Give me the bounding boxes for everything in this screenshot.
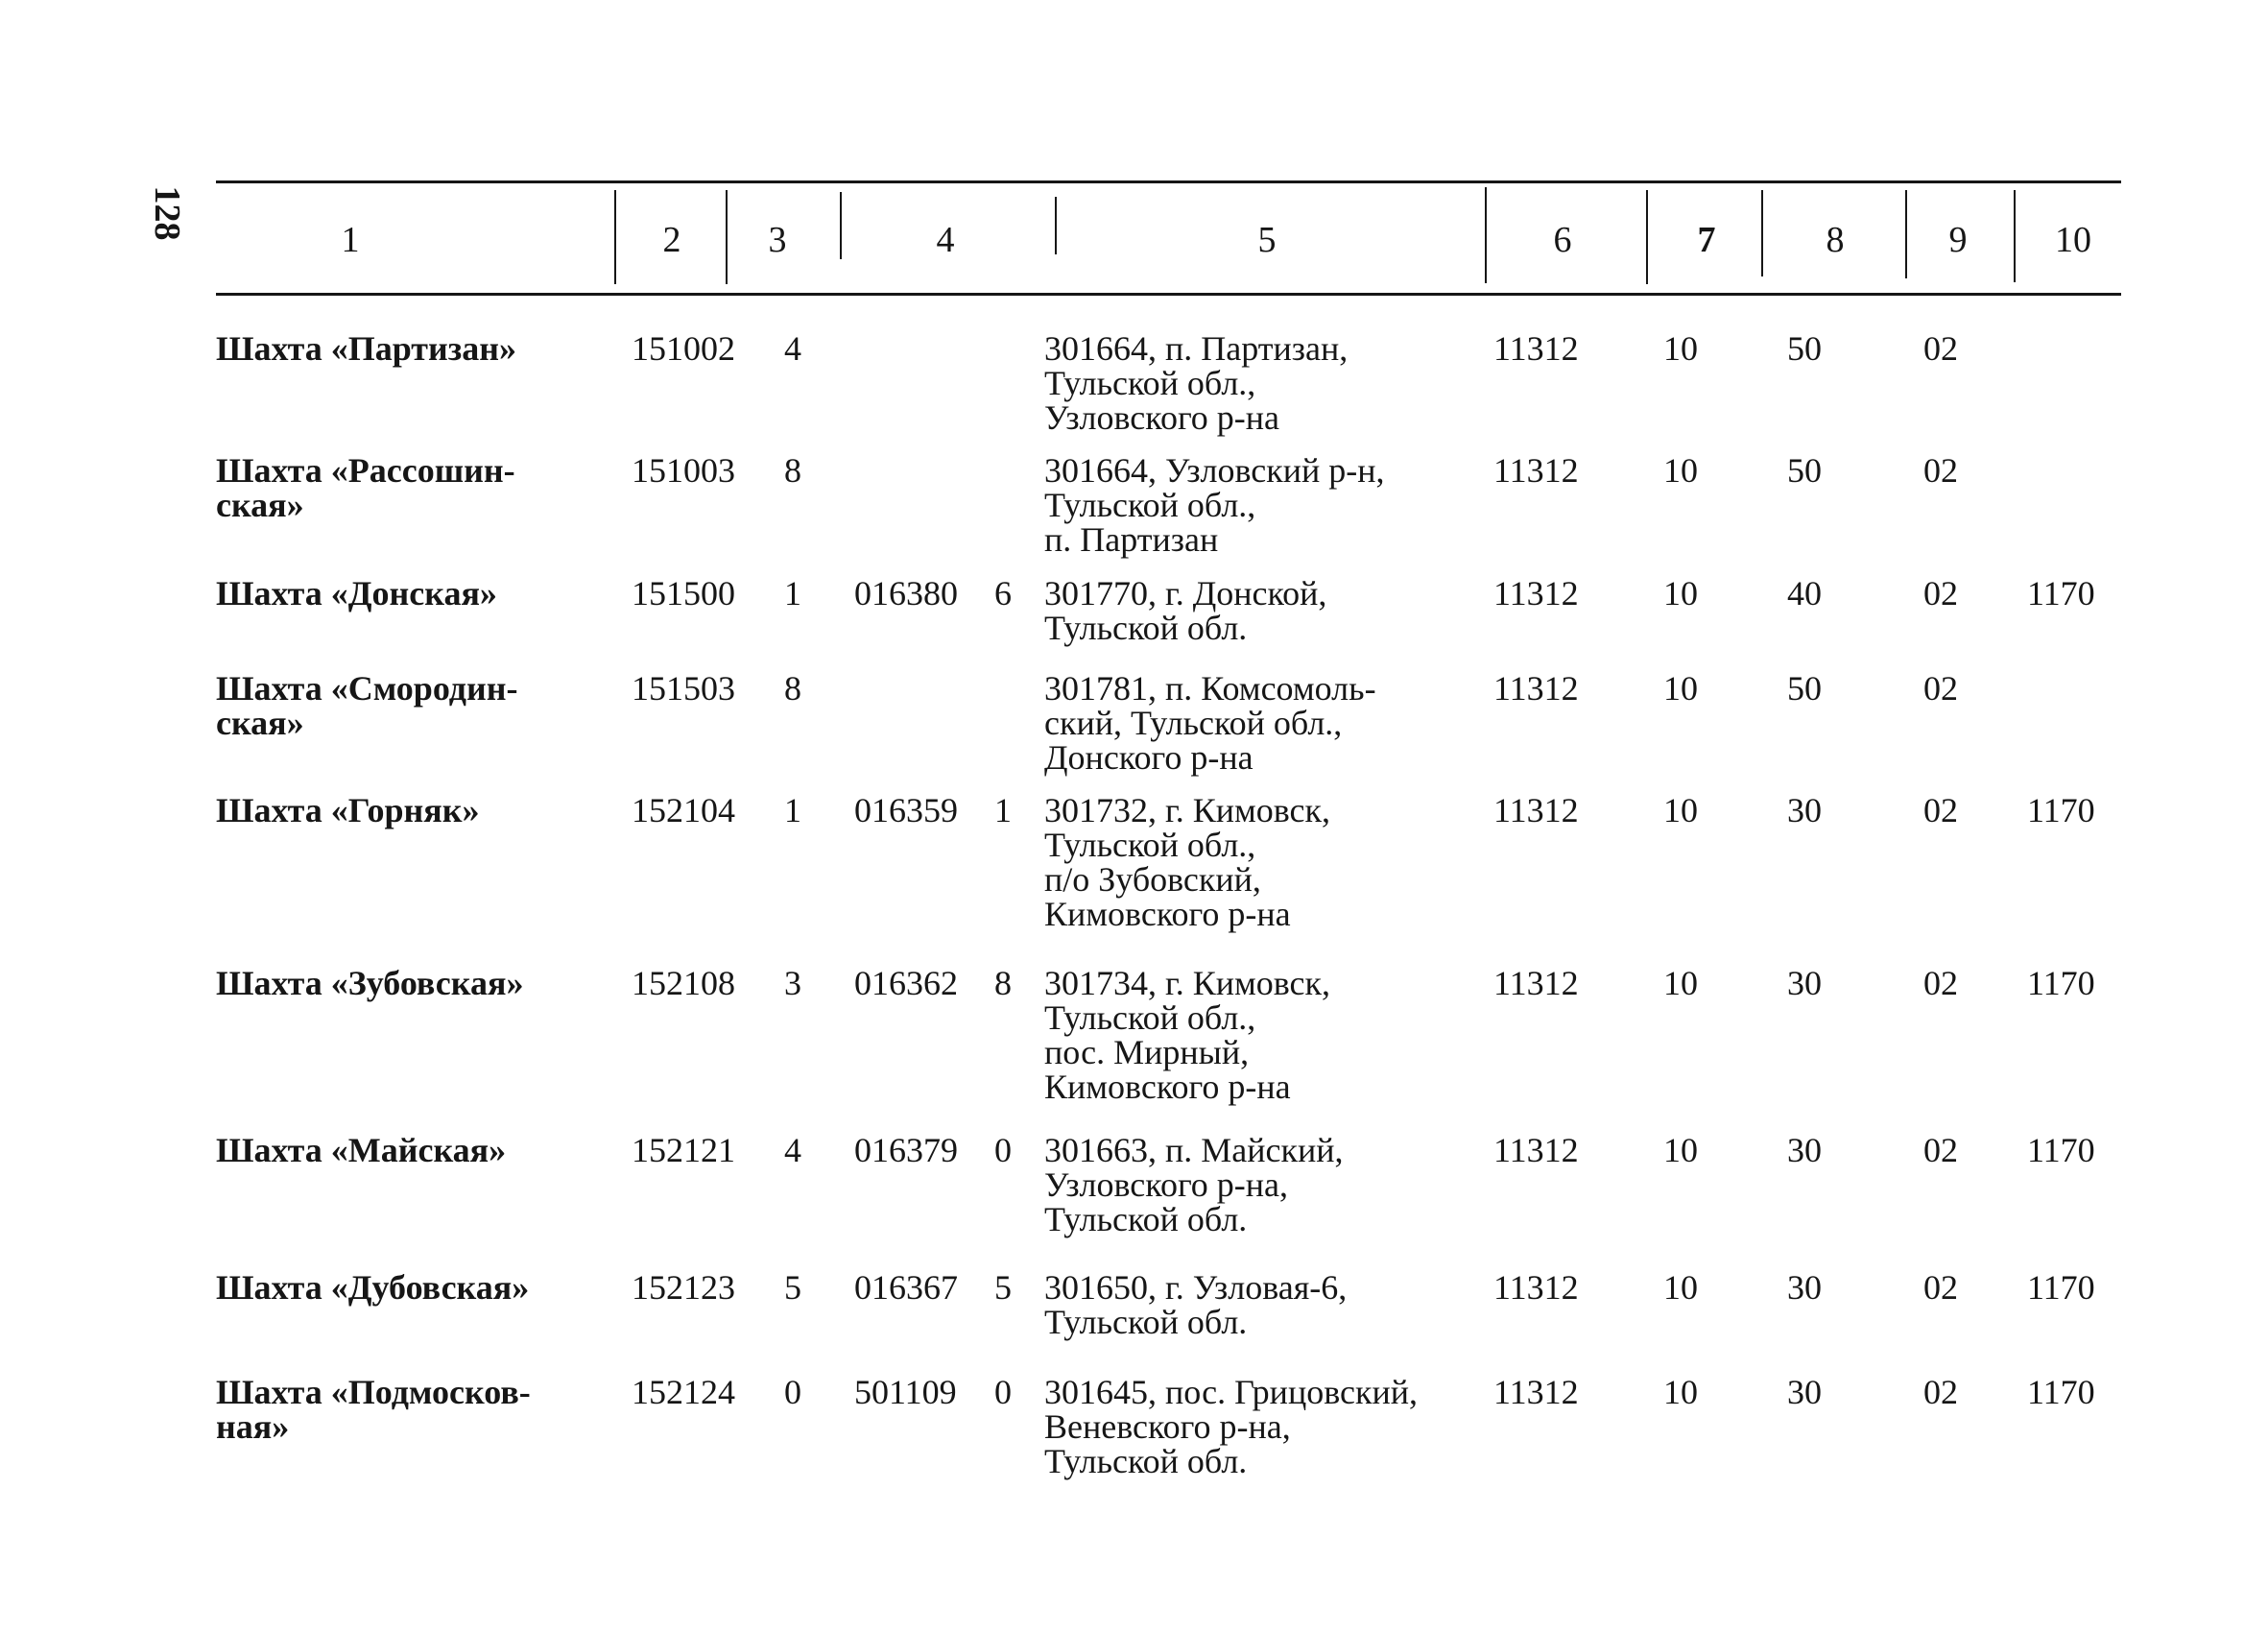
column-7-value: 10 — [1663, 1268, 1698, 1307]
secondary-code: 016359 — [854, 791, 958, 829]
column-8-value: 50 — [1787, 669, 1822, 708]
column-9-value: 02 — [1923, 1131, 1958, 1169]
mine-address — [1044, 1133, 1344, 1237]
mine-address — [1044, 331, 1348, 435]
mine-address — [1044, 453, 1385, 557]
column-header-3: 3 — [768, 220, 787, 260]
mine-address-line: 301781, п. Комсомоль- — [1044, 669, 1376, 708]
secondary-code-check: 5 — [994, 1268, 1012, 1307]
mine-address-line: Узловского р-на — [1044, 398, 1280, 437]
column-6-value: 11312 — [1493, 574, 1579, 612]
mine-address-line: 301650, г. Узловая-6, — [1044, 1268, 1348, 1307]
header-separator — [1761, 190, 1763, 276]
mine-code: 151503 — [632, 669, 735, 708]
secondary-code-check: 0 — [994, 1131, 1012, 1169]
column-header-5: 5 — [1257, 220, 1277, 260]
mine-address-line: Узловского р-на, — [1044, 1165, 1289, 1204]
mine-address — [1044, 576, 1326, 645]
mine-name — [216, 331, 516, 366]
column-header-2: 2 — [662, 220, 681, 260]
mine-name-line: Шахта «Зубовская» — [216, 964, 524, 1002]
mine-address-line: Тульской обл., — [1044, 364, 1256, 402]
secondary-code: 016379 — [854, 1131, 958, 1169]
mine-code: 152123 — [632, 1268, 735, 1307]
column-9-value: 02 — [1923, 1268, 1958, 1307]
mine-address — [1044, 671, 1376, 775]
mine-code-check: 1 — [784, 791, 801, 829]
mine-code: 151003 — [632, 451, 735, 490]
mine-code: 152124 — [632, 1373, 735, 1411]
column-10-value: 1170 — [2027, 1268, 2095, 1307]
column-9-value: 02 — [1923, 964, 1958, 1002]
mine-address-line: Тульской обл., — [1044, 998, 1256, 1037]
header-separator — [614, 190, 616, 284]
column-9-value: 02 — [1923, 574, 1958, 612]
mine-address-line: п/о Зубовский, — [1044, 860, 1261, 899]
secondary-code-check: 1 — [994, 791, 1012, 829]
mine-code-check: 1 — [784, 574, 801, 612]
mine-address — [1044, 793, 1330, 931]
mine-code-check: 3 — [784, 964, 801, 1002]
mine-address-line: Тульской обл. — [1044, 1303, 1248, 1341]
mine-code: 152104 — [632, 791, 735, 829]
column-8-value: 30 — [1787, 1268, 1822, 1307]
table-top-rule — [216, 180, 2121, 183]
column-9-value: 02 — [1923, 791, 1958, 829]
mine-name — [216, 1133, 506, 1167]
column-7-value: 10 — [1663, 451, 1698, 490]
mine-address-line: пос. Мирный, — [1044, 1033, 1250, 1071]
header-separator — [1055, 197, 1057, 254]
column-6-value: 11312 — [1493, 1268, 1579, 1307]
column-header-6: 6 — [1553, 220, 1572, 260]
column-6-value: 11312 — [1493, 1373, 1579, 1411]
page-number: 128 — [147, 185, 187, 241]
mine-code-check: 8 — [784, 451, 801, 490]
table-header-rule — [216, 293, 2121, 296]
mine-address — [1044, 966, 1330, 1104]
column-header-4: 4 — [936, 220, 955, 260]
mine-code-check: 4 — [784, 1131, 801, 1169]
column-7-value: 10 — [1663, 669, 1698, 708]
column-10-value: 1170 — [2027, 1131, 2095, 1169]
column-7-value: 10 — [1663, 329, 1698, 368]
mine-address-line: Донского р-на — [1044, 738, 1253, 777]
column-10-value: 1170 — [2027, 791, 2095, 829]
column-7-value: 10 — [1663, 574, 1698, 612]
column-header-7: 7 — [1697, 220, 1716, 260]
column-10-value: 1170 — [2027, 574, 2095, 612]
mine-address-line: Тульской обл. — [1044, 1442, 1248, 1480]
column-8-value: 40 — [1787, 574, 1822, 612]
mine-address — [1044, 1270, 1347, 1339]
mine-address-line: Кимовского р-на — [1044, 895, 1291, 933]
mine-name — [216, 453, 515, 522]
column-9-value: 02 — [1923, 1373, 1958, 1411]
mine-name — [216, 793, 479, 828]
header-separator — [840, 192, 842, 259]
mine-address-line: Тульской обл., — [1044, 826, 1256, 864]
column-7-value: 10 — [1663, 964, 1698, 1002]
column-6-value: 11312 — [1493, 669, 1579, 708]
column-6-value: 11312 — [1493, 791, 1579, 829]
secondary-code: 016362 — [854, 964, 958, 1002]
mine-code: 152121 — [632, 1131, 735, 1169]
column-6-value: 11312 — [1493, 451, 1579, 490]
column-8-value: 50 — [1787, 451, 1822, 490]
secondary-code-check: 0 — [994, 1373, 1012, 1411]
mine-code-check: 5 — [784, 1268, 801, 1307]
mine-address-line: 301734, г. Кимовск, — [1044, 964, 1331, 1002]
mine-code-check: 8 — [784, 669, 801, 708]
mine-address-line: 301664, п. Партизан, — [1044, 329, 1349, 368]
column-9-value: 02 — [1923, 669, 1958, 708]
mine-name — [216, 966, 523, 1000]
header-separator — [726, 190, 728, 284]
column-6-value: 11312 — [1493, 1131, 1579, 1169]
mine-address-line: 301664, Узловский р-н, — [1044, 451, 1385, 490]
mine-name-line: ская» — [216, 704, 304, 742]
mine-address-line: 301770, г. Донской, — [1044, 574, 1327, 612]
column-8-value: 30 — [1787, 1373, 1822, 1411]
column-header-1: 1 — [341, 220, 360, 260]
mine-address-line: 301732, г. Кимовск, — [1044, 791, 1331, 829]
header-separator — [1905, 190, 1907, 278]
mine-address — [1044, 1375, 1418, 1478]
column-10-value: 1170 — [2027, 1373, 2095, 1411]
secondary-code: 016380 — [854, 574, 958, 612]
mine-name — [216, 1375, 531, 1444]
mine-name-line: ная» — [216, 1407, 290, 1446]
mine-address-line: Тульской обл. — [1044, 609, 1248, 647]
mine-address-line: Тульской обл. — [1044, 1200, 1248, 1238]
secondary-code-check: 8 — [994, 964, 1012, 1002]
column-8-value: 30 — [1787, 964, 1822, 1002]
mine-name-line: Шахта «Дубовская» — [216, 1268, 530, 1307]
column-8-value: 30 — [1787, 791, 1822, 829]
column-10-value: 1170 — [2027, 964, 2095, 1002]
mine-code-check: 0 — [784, 1373, 801, 1411]
mine-address-line: п. Партизан — [1044, 520, 1219, 559]
mine-address-line: Кимовского р-на — [1044, 1068, 1291, 1106]
column-9-value: 02 — [1923, 451, 1958, 490]
column-7-value: 10 — [1663, 791, 1698, 829]
header-separator — [1646, 190, 1648, 284]
mine-name — [216, 576, 497, 611]
mine-name-line: Шахта «Донская» — [216, 574, 497, 612]
secondary-code-check: 6 — [994, 574, 1012, 612]
column-header-9: 9 — [1948, 220, 1968, 260]
mine-code: 152108 — [632, 964, 735, 1002]
header-separator — [2014, 190, 2016, 282]
mine-code-check: 4 — [784, 329, 801, 368]
secondary-code: 016367 — [854, 1268, 958, 1307]
mine-name-line: Шахта «Партизан» — [216, 329, 516, 368]
column-6-value: 11312 — [1493, 964, 1579, 1002]
column-8-value: 30 — [1787, 1131, 1822, 1169]
mine-name-line: Шахта «Рассошин- — [216, 451, 515, 490]
mine-address-line: Тульской обл., — [1044, 486, 1256, 524]
column-6-value: 11312 — [1493, 329, 1579, 368]
mine-address-line: 301663, п. Майский, — [1044, 1131, 1344, 1169]
mine-name-line: Шахта «Майская» — [216, 1131, 507, 1169]
mine-name — [216, 671, 517, 740]
mine-name-line: Шахта «Смородин- — [216, 669, 518, 708]
column-9-value: 02 — [1923, 329, 1958, 368]
header-separator — [1485, 187, 1487, 283]
mine-code: 151002 — [632, 329, 735, 368]
mine-address-line: 301645, пос. Грицовский, — [1044, 1373, 1419, 1411]
mine-name — [216, 1270, 529, 1305]
mine-address-line: Веневского р-на, — [1044, 1407, 1291, 1446]
column-header-10: 10 — [2055, 220, 2091, 260]
column-7-value: 10 — [1663, 1373, 1698, 1411]
mine-name-line: ская» — [216, 486, 304, 524]
mine-code: 151500 — [632, 574, 735, 612]
mine-name-line: Шахта «Подмосков- — [216, 1373, 531, 1411]
column-7-value: 10 — [1663, 1131, 1698, 1169]
mine-name-line: Шахта «Горняк» — [216, 791, 480, 829]
secondary-code: 501109 — [854, 1373, 957, 1411]
column-header-8: 8 — [1826, 220, 1845, 260]
column-8-value: 50 — [1787, 329, 1822, 368]
mine-address-line: ский, Тульской обл., — [1044, 704, 1343, 742]
